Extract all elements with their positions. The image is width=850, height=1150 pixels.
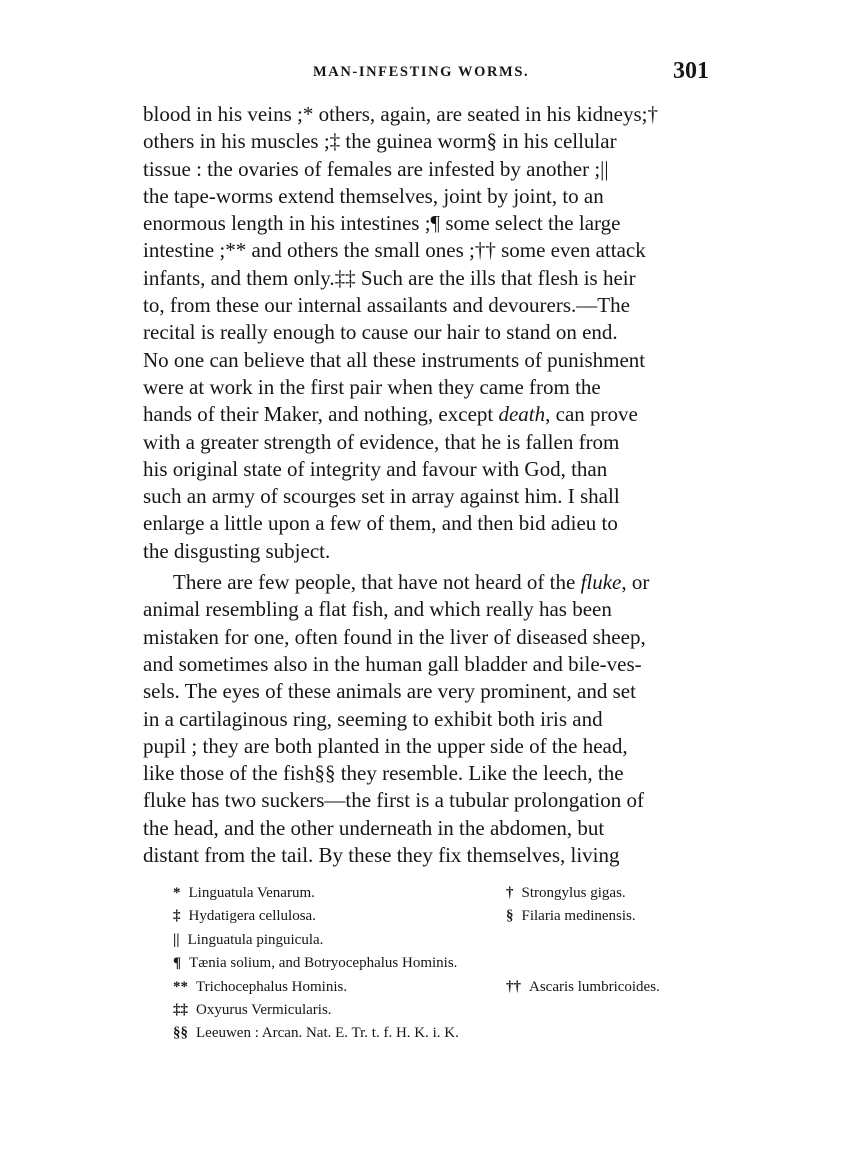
italic-word: fluke bbox=[580, 570, 622, 595]
text-line: animal resembling a flat fish, and which really has been bbox=[143, 597, 612, 622]
footnote-mark: ‡‡ bbox=[173, 1001, 188, 1018]
footnote-mark: † bbox=[506, 885, 514, 901]
text-line: enlarge a little upon a few of them, and then bid adieu to bbox=[143, 511, 618, 536]
footnote-mark: ‡ bbox=[173, 908, 181, 925]
footnote-text: Linguatula Venarum. bbox=[188, 885, 315, 901]
text-line: his original state of integrity and favour with God, than bbox=[143, 456, 608, 481]
page-header bbox=[143, 58, 709, 86]
text-line: tissue : the ovaries of females are infested by another ;|| bbox=[143, 156, 609, 181]
text-line: the head, and the other underneath in the abdomen, but bbox=[143, 815, 605, 840]
footnote-row bbox=[173, 905, 713, 928]
footnote-text: Hydatigera cellulosa. bbox=[188, 908, 316, 925]
body-text bbox=[143, 101, 709, 869]
text-line: infants, and them only.‡‡ Such are the ills that flesh is heir bbox=[143, 265, 636, 290]
text-line: others in his muscles ;‡ the guinea worm§ in his cellular bbox=[143, 129, 617, 154]
text-line: mistaken for one, often found in the liver of diseased sheep, bbox=[143, 624, 646, 649]
footnote-row bbox=[173, 1022, 713, 1045]
footnote-text: Filaria medinensis. bbox=[521, 908, 636, 925]
paragraph-2 bbox=[143, 569, 709, 869]
footnote-mark: §§ bbox=[173, 1025, 188, 1042]
text-line: fluke has two suckers—the first is a tubular prolongation of bbox=[143, 788, 644, 813]
footnote-text: Leeuwen : Arcan. Nat. E. Tr. t. f. H. K. i. K. bbox=[196, 1025, 459, 1042]
text-line: like those of the fish§§ they resemble. Like the leech, the bbox=[143, 761, 624, 786]
footnote-mark: || bbox=[173, 931, 180, 948]
text-line: There are few people, that have not heard of the fluke, or bbox=[173, 570, 650, 595]
text-line: sels. The eyes of these animals are very prominent, and set bbox=[143, 679, 636, 704]
footnote-mark: ** bbox=[173, 978, 188, 995]
text-line: enormous length in his intestines ;¶ some select the large bbox=[143, 211, 621, 236]
footnote-mark: § bbox=[506, 908, 514, 925]
text-line: the tape-worms extend themselves, joint by joint, to an bbox=[143, 183, 604, 208]
text-line: such an army of scourges set in array against him. I shall bbox=[143, 484, 620, 509]
footnote-row bbox=[173, 882, 713, 905]
footnote-text: Tænia solium, and Botryocephalus Hominis. bbox=[189, 955, 458, 972]
text-line: and sometimes also in the human gall bladder and bile-ves- bbox=[143, 651, 642, 676]
text-line: in a cartilaginous ring, seeming to exhibit both iris and bbox=[143, 706, 603, 731]
footnote-mark: ¶ bbox=[173, 955, 182, 972]
text-line: intestine ;** and others the small ones ;†† some even attack bbox=[143, 238, 646, 263]
footnote-mark: †† bbox=[506, 978, 521, 995]
text-line: blood in his veins ;* others, again, are seated in his kidneys;† bbox=[143, 102, 658, 126]
footnote-text: Linguatula pinguicula. bbox=[187, 931, 324, 948]
footnote-row bbox=[173, 999, 713, 1022]
footnote-text: Trichocephalus Hominis. bbox=[196, 978, 348, 995]
text-line: pupil ; they are both planted in the upper side of the head, bbox=[143, 733, 628, 758]
text-line: the disgusting subject. bbox=[143, 538, 331, 563]
text-line: to, from these our internal assailants and devourers.—The bbox=[143, 293, 630, 318]
text-line: recital is really enough to cause our hair to stand on end. bbox=[143, 320, 618, 345]
paragraph-1 bbox=[143, 101, 709, 565]
text-line: hands of their Maker, and nothing, except death, can prove bbox=[143, 402, 638, 427]
footnote-text: Ascaris lumbricoides. bbox=[529, 978, 660, 995]
running-title: MAN-INFESTING WORMS. bbox=[313, 64, 530, 80]
footnote-row bbox=[173, 929, 713, 952]
text-line: No one can believe that all these instruments of punishment bbox=[143, 347, 646, 372]
footnote-mark: * bbox=[173, 885, 181, 901]
text-line: were at work in the first pair when they came from the bbox=[143, 374, 601, 399]
footnotes bbox=[173, 882, 713, 1046]
footnote-row bbox=[173, 976, 713, 999]
italic-word: death bbox=[498, 402, 546, 427]
footnote-row bbox=[173, 952, 713, 975]
text-line: distant from the tail. By these they fix themselves, living bbox=[143, 843, 620, 868]
page-number: 301 bbox=[673, 58, 709, 84]
text-line: with a greater strength of evidence, that he is fallen from bbox=[143, 429, 620, 454]
footnote-text: Oxyurus Vermicularis. bbox=[196, 1001, 332, 1018]
footnote-text: Strongylus gigas. bbox=[521, 885, 626, 901]
